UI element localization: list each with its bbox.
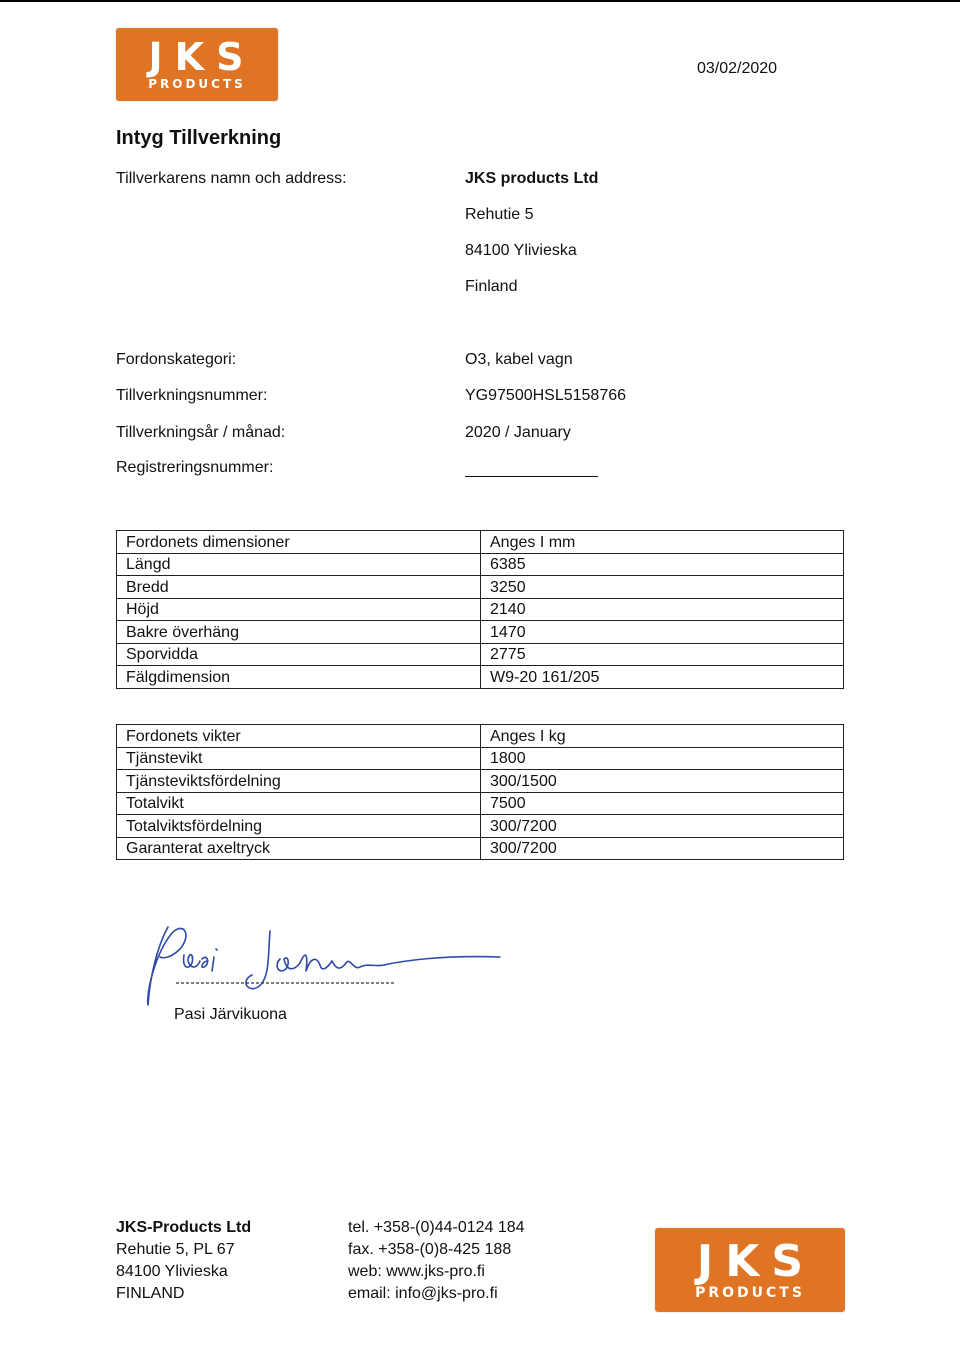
logo-wordmark: JKS [696, 1236, 816, 1287]
manufacturer-country: Finland [465, 278, 518, 295]
table-cell: Bakre överhäng [117, 621, 481, 644]
table-cell: Fordonets vikter [117, 725, 481, 748]
document-title: Intyg Tillverkning [116, 127, 282, 149]
table-cell: 300/7200 [481, 837, 844, 860]
table-cell: W9-20 161/205 [481, 666, 844, 689]
footer-address [116, 1217, 251, 1305]
serial-label: Tillverkningsnummer: [116, 387, 268, 404]
table-header-row [117, 725, 844, 748]
document-date: 03/02/2020 [697, 60, 778, 77]
table-cell: Bredd [117, 576, 481, 599]
table-cell: Fordonets dimensioner [117, 531, 481, 554]
company-logo [655, 1228, 845, 1312]
table-cell: Totalviktsfördelning [117, 815, 481, 838]
footer-fax: fax. +358-(0)8-425 188 [348, 1241, 512, 1258]
category-label: Fordonskategori: [116, 351, 237, 368]
footer-company: JKS-Products Ltd [116, 1219, 252, 1236]
table-row [117, 770, 844, 793]
table-cell: 2775 [481, 643, 844, 666]
signatory-name: Pasi Järvikuona [174, 1006, 287, 1023]
registration-label: Registreringsnummer: [116, 459, 274, 476]
table-row [117, 666, 844, 689]
table-cell: Anges I mm [481, 531, 844, 554]
table-cell: 7500 [481, 792, 844, 815]
table-cell: 300/7200 [481, 815, 844, 838]
logo-wordmark: JKS [148, 35, 256, 79]
table-row [117, 815, 844, 838]
table-row [117, 621, 844, 644]
logo-tagline: PRODUCTS [695, 1285, 805, 1301]
table-cell: 2140 [481, 598, 844, 621]
table-row [117, 553, 844, 576]
table-cell: Tjänstevikt [117, 747, 481, 770]
manufacturer-city: 84100 Ylivieska [465, 242, 577, 259]
table-cell: Anges I kg [481, 725, 844, 748]
footer-web: web: www.jks-pro.fi [348, 1263, 485, 1280]
table-row [117, 576, 844, 599]
table-cell: Totalvikt [117, 792, 481, 815]
category-value: O3, kabel vagn [465, 351, 573, 368]
table-cell: 6385 [481, 553, 844, 576]
table-cell: 1800 [481, 747, 844, 770]
manufacturer-name: JKS products Ltd [465, 170, 599, 187]
dimensions-table [116, 530, 844, 689]
footer-country: FINLAND [116, 1285, 185, 1302]
serial-value: YG97500HSL5158766 [465, 387, 627, 404]
table-cell: 3250 [481, 576, 844, 599]
manufacturer-label: Tillverkarens namn och address: [116, 170, 347, 187]
table-row [117, 747, 844, 770]
table-cell: Garanterat axeltryck [117, 837, 481, 860]
table-cell: Tjänsteviktsfördelning [117, 770, 481, 793]
table-row [117, 598, 844, 621]
footer-contact [348, 1217, 525, 1305]
manufacturer-street: Rehutie 5 [465, 206, 534, 223]
weights-table [116, 724, 844, 860]
footer-address-line: Rehutie 5, PL 67 [116, 1241, 235, 1258]
table-header-row [117, 531, 844, 554]
table-row [117, 837, 844, 860]
table-cell: Fälgdimension [117, 666, 481, 689]
table-cell: Längd [117, 553, 481, 576]
footer-phone: tel. +358-(0)44-0124 184 [348, 1219, 525, 1236]
top-border [0, 0, 960, 2]
handwritten-signature [140, 915, 510, 1015]
logo-tagline: PRODUCTS [148, 77, 246, 91]
year-value: 2020 / January [465, 424, 571, 441]
registration-blank-line [465, 476, 598, 477]
footer-address-line: 84100 Ylivieska [116, 1263, 228, 1280]
table-cell: 1470 [481, 621, 844, 644]
company-logo [116, 28, 278, 101]
table-cell: Sporvidda [117, 643, 481, 666]
table-row [117, 792, 844, 815]
table-cell: 300/1500 [481, 770, 844, 793]
table-row [117, 643, 844, 666]
footer-email: email: info@jks-pro.fi [348, 1285, 498, 1302]
year-label: Tillverkningsår / månad: [116, 424, 286, 441]
table-cell: Höjd [117, 598, 481, 621]
